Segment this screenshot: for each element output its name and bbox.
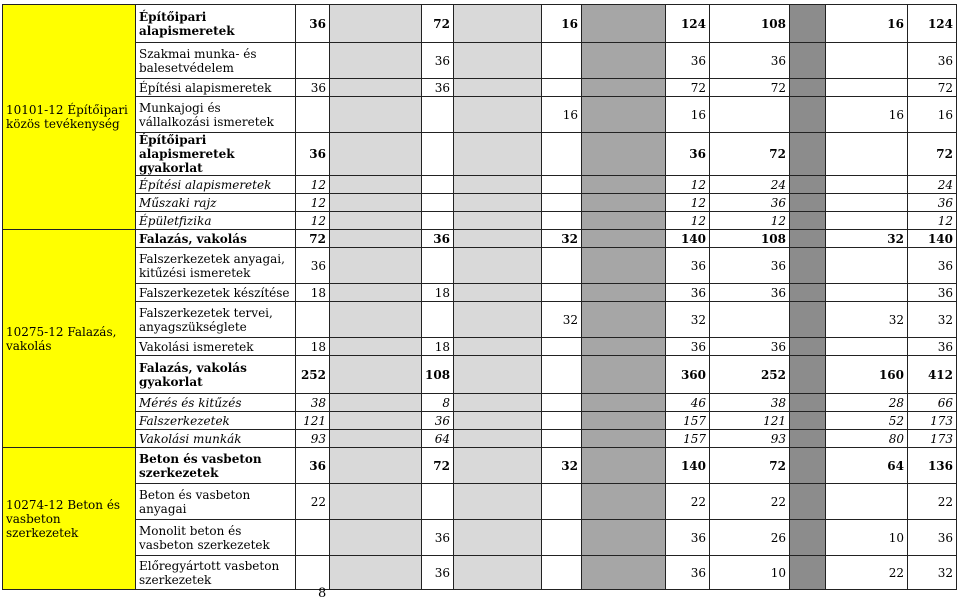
hours-cell: 46 — [666, 394, 710, 412]
hours-cell: 36 — [422, 520, 454, 556]
subject-name: Épületfizika — [136, 212, 296, 230]
hours-cell — [582, 302, 666, 338]
hours-cell — [542, 556, 582, 590]
hours-cell — [790, 356, 826, 394]
hours-cell — [454, 302, 542, 338]
hours-cell: 18 — [422, 338, 454, 356]
hours-cell: 38 — [710, 394, 790, 412]
hours-cell — [582, 97, 666, 133]
hours-cell — [790, 79, 826, 97]
hours-cell: 36 — [296, 79, 330, 97]
hours-cell — [710, 302, 790, 338]
hours-cell: 140 — [908, 230, 957, 248]
hours-cell — [790, 412, 826, 430]
hours-cell: 80 — [826, 430, 908, 448]
hours-cell: 38 — [296, 394, 330, 412]
hours-cell — [582, 79, 666, 97]
hours-cell: 12 — [296, 194, 330, 212]
hours-cell — [454, 356, 542, 394]
hours-cell — [422, 302, 454, 338]
table-row — [3, 284, 957, 302]
hours-cell — [296, 43, 330, 79]
hours-cell: 108 — [710, 230, 790, 248]
hours-cell: 36 — [710, 194, 790, 212]
subject-name: Falszerkezetek készítése — [136, 284, 296, 302]
hours-cell — [790, 230, 826, 248]
subject-name: Monolit beton és vasbeton szerkezetek — [136, 520, 296, 556]
subject-name: Falszerkezetek anyagai, kitűzési ismeretek — [136, 248, 296, 284]
hours-cell — [790, 133, 826, 176]
hours-cell: 8 — [422, 394, 454, 412]
table-row — [3, 212, 957, 230]
hours-cell: 173 — [908, 412, 957, 430]
hours-cell — [330, 284, 422, 302]
hours-cell — [454, 520, 542, 556]
hours-cell — [454, 133, 542, 176]
hours-cell — [542, 338, 582, 356]
hours-cell — [422, 248, 454, 284]
hours-cell — [454, 212, 542, 230]
table-row — [3, 520, 957, 556]
hours-cell — [826, 338, 908, 356]
hours-cell: 36 — [296, 248, 330, 284]
hours-cell — [330, 5, 422, 43]
hours-cell — [422, 212, 454, 230]
subject-name: Építési alapismeretek — [136, 176, 296, 194]
hours-cell: 16 — [908, 97, 957, 133]
hours-cell — [790, 556, 826, 590]
table-row — [3, 302, 957, 338]
hours-cell — [826, 133, 908, 176]
hours-cell — [790, 520, 826, 556]
hours-cell: 32 — [908, 556, 957, 590]
hours-cell — [330, 394, 422, 412]
hours-cell — [542, 43, 582, 79]
hours-cell — [330, 484, 422, 520]
hours-cell: 12 — [666, 212, 710, 230]
hours-cell: 72 — [710, 79, 790, 97]
subject-name: Szakmai munka- és balesetvédelem — [136, 43, 296, 79]
page-number: 8 — [318, 586, 327, 601]
hours-cell — [582, 5, 666, 43]
hours-cell — [454, 79, 542, 97]
hours-cell — [454, 338, 542, 356]
module-cell: 10275-12 Falazás, vakolás — [3, 230, 136, 448]
subject-name: Falszerkezetek tervei, anyagszükséglete — [136, 302, 296, 338]
hours-cell: 36 — [296, 5, 330, 43]
subject-name: Mérés és kitűzés — [136, 394, 296, 412]
hours-cell — [330, 556, 422, 590]
hours-cell — [582, 520, 666, 556]
hours-cell — [582, 484, 666, 520]
table-row — [3, 194, 957, 212]
subject-name: Építési alapismeretek — [136, 79, 296, 97]
hours-cell — [582, 194, 666, 212]
hours-cell: 12 — [666, 176, 710, 194]
hours-cell: 108 — [422, 356, 454, 394]
hours-cell: 22 — [296, 484, 330, 520]
hours-cell — [330, 43, 422, 79]
hours-cell — [790, 194, 826, 212]
hours-cell — [330, 520, 422, 556]
hours-cell: 36 — [422, 412, 454, 430]
hours-cell: 36 — [908, 194, 957, 212]
hours-cell: 252 — [296, 356, 330, 394]
hours-cell: 36 — [666, 556, 710, 590]
hours-cell: 121 — [296, 412, 330, 430]
table-row — [3, 133, 957, 176]
hours-cell: 22 — [908, 484, 957, 520]
table-row — [3, 412, 957, 430]
hours-cell — [826, 212, 908, 230]
hours-cell — [296, 302, 330, 338]
subject-name: Vakolási ismeretek — [136, 338, 296, 356]
hours-cell — [542, 520, 582, 556]
hours-cell — [542, 176, 582, 194]
hours-cell — [790, 248, 826, 284]
subject-name: Vakolási munkák — [136, 430, 296, 448]
table-row — [3, 79, 957, 97]
hours-cell: 16 — [542, 97, 582, 133]
hours-cell — [454, 430, 542, 448]
table-row — [3, 5, 957, 43]
hours-cell: 252 — [710, 356, 790, 394]
hours-cell: 32 — [908, 302, 957, 338]
hours-cell: 26 — [710, 520, 790, 556]
hours-cell: 12 — [296, 212, 330, 230]
hours-cell — [454, 248, 542, 284]
hours-cell — [542, 212, 582, 230]
hours-cell — [454, 284, 542, 302]
hours-cell — [582, 430, 666, 448]
hours-cell: 36 — [908, 248, 957, 284]
hours-cell — [330, 356, 422, 394]
hours-cell — [582, 338, 666, 356]
hours-cell: 157 — [666, 430, 710, 448]
subject-name: Falazás, vakolás — [136, 230, 296, 248]
hours-cell — [454, 556, 542, 590]
hours-cell — [330, 230, 422, 248]
hours-cell: 16 — [542, 5, 582, 43]
hours-cell: 12 — [710, 212, 790, 230]
hours-cell: 12 — [666, 194, 710, 212]
hours-cell: 22 — [710, 484, 790, 520]
hours-cell — [296, 97, 330, 133]
hours-cell — [542, 133, 582, 176]
hours-cell: 140 — [666, 448, 710, 484]
hours-cell — [330, 97, 422, 133]
hours-cell: 10 — [826, 520, 908, 556]
hours-cell: 32 — [542, 302, 582, 338]
hours-cell: 10 — [710, 556, 790, 590]
hours-cell — [330, 448, 422, 484]
hours-cell: 32 — [542, 448, 582, 484]
hours-cell: 36 — [710, 338, 790, 356]
hours-cell — [542, 194, 582, 212]
hours-cell: 72 — [666, 79, 710, 97]
hours-cell — [422, 484, 454, 520]
hours-cell — [790, 430, 826, 448]
hours-cell — [296, 520, 330, 556]
hours-cell — [330, 212, 422, 230]
hours-cell: 32 — [826, 230, 908, 248]
hours-cell: 360 — [666, 356, 710, 394]
curriculum-table — [2, 4, 957, 590]
hours-cell — [330, 79, 422, 97]
hours-cell — [454, 230, 542, 248]
hours-cell — [330, 412, 422, 430]
hours-cell — [330, 338, 422, 356]
hours-cell: 66 — [908, 394, 957, 412]
hours-cell — [542, 284, 582, 302]
hours-cell — [330, 194, 422, 212]
hours-cell — [582, 356, 666, 394]
hours-cell: 36 — [296, 133, 330, 176]
hours-cell: 32 — [826, 302, 908, 338]
hours-cell: 16 — [826, 97, 908, 133]
hours-cell: 72 — [422, 448, 454, 484]
hours-cell — [330, 430, 422, 448]
subject-name: Munkajogi és vállalkozási ismeretek — [136, 97, 296, 133]
hours-cell: 93 — [710, 430, 790, 448]
hours-cell — [826, 176, 908, 194]
hours-cell — [826, 248, 908, 284]
hours-cell: 12 — [908, 212, 957, 230]
hours-cell — [330, 302, 422, 338]
hours-cell: 32 — [542, 230, 582, 248]
hours-cell — [454, 97, 542, 133]
hours-cell — [790, 97, 826, 133]
hours-cell — [790, 394, 826, 412]
hours-cell — [330, 133, 422, 176]
hours-cell: 36 — [666, 520, 710, 556]
hours-cell: 36 — [666, 248, 710, 284]
hours-cell: 36 — [666, 43, 710, 79]
module-cell: 10274-12 Beton és vasbeton szerkezetek — [3, 448, 136, 590]
hours-cell — [422, 176, 454, 194]
hours-cell: 64 — [826, 448, 908, 484]
hours-cell: 36 — [422, 230, 454, 248]
hours-cell: 36 — [422, 556, 454, 590]
hours-cell: 18 — [422, 284, 454, 302]
hours-cell: 121 — [710, 412, 790, 430]
hours-cell — [542, 394, 582, 412]
hours-cell: 36 — [908, 338, 957, 356]
table-body — [3, 5, 957, 590]
hours-cell: 72 — [908, 79, 957, 97]
hours-cell — [454, 5, 542, 43]
hours-cell — [790, 5, 826, 43]
hours-cell: 12 — [296, 176, 330, 194]
hours-cell: 412 — [908, 356, 957, 394]
table-row — [3, 448, 957, 484]
hours-cell — [582, 448, 666, 484]
hours-cell — [582, 284, 666, 302]
hours-cell — [422, 133, 454, 176]
hours-cell: 36 — [296, 448, 330, 484]
hours-cell: 22 — [666, 484, 710, 520]
hours-cell: 36 — [666, 284, 710, 302]
hours-cell: 36 — [908, 284, 957, 302]
hours-cell: 160 — [826, 356, 908, 394]
subject-name: Beton és vasbeton anyagai — [136, 484, 296, 520]
table-row — [3, 176, 957, 194]
hours-cell: 124 — [908, 5, 957, 43]
hours-cell — [826, 284, 908, 302]
hours-cell — [542, 79, 582, 97]
hours-cell — [454, 412, 542, 430]
table-row — [3, 356, 957, 394]
table-row — [3, 230, 957, 248]
hours-cell: 140 — [666, 230, 710, 248]
hours-cell — [542, 356, 582, 394]
hours-cell: 16 — [826, 5, 908, 43]
hours-cell: 157 — [666, 412, 710, 430]
hours-cell — [330, 248, 422, 284]
hours-cell — [790, 284, 826, 302]
hours-cell — [542, 484, 582, 520]
hours-cell: 36 — [666, 133, 710, 176]
hours-cell — [582, 230, 666, 248]
hours-cell — [582, 394, 666, 412]
hours-cell — [826, 79, 908, 97]
hours-cell: 72 — [710, 448, 790, 484]
hours-cell — [296, 556, 330, 590]
subject-name: Beton és vasbeton szerkezetek — [136, 448, 296, 484]
hours-cell: 136 — [908, 448, 957, 484]
hours-cell: 28 — [826, 394, 908, 412]
subject-name: Előregyártott vasbeton szerkezetek — [136, 556, 296, 590]
subject-name: Műszaki rajz — [136, 194, 296, 212]
hours-cell — [582, 43, 666, 79]
hours-cell — [582, 212, 666, 230]
hours-cell — [582, 556, 666, 590]
hours-cell: 124 — [666, 5, 710, 43]
hours-cell — [422, 194, 454, 212]
hours-cell: 36 — [710, 43, 790, 79]
subject-name: Falszerkezetek — [136, 412, 296, 430]
hours-cell: 108 — [710, 5, 790, 43]
hours-cell: 18 — [296, 284, 330, 302]
subject-name: Építőipari alapismeretek — [136, 5, 296, 43]
subject-name: Építőipari alapismeretek gyakorlat — [136, 133, 296, 176]
hours-cell — [826, 484, 908, 520]
hours-cell — [790, 338, 826, 356]
hours-cell: 36 — [908, 43, 957, 79]
table-row — [3, 43, 957, 79]
hours-cell — [826, 43, 908, 79]
hours-cell — [454, 194, 542, 212]
hours-cell: 36 — [422, 79, 454, 97]
hours-cell — [542, 430, 582, 448]
hours-cell — [710, 97, 790, 133]
hours-cell: 24 — [908, 176, 957, 194]
hours-cell — [582, 133, 666, 176]
hours-cell — [454, 43, 542, 79]
hours-cell — [542, 412, 582, 430]
hours-cell — [790, 302, 826, 338]
table-row — [3, 394, 957, 412]
hours-cell — [582, 176, 666, 194]
hours-cell: 52 — [826, 412, 908, 430]
hours-cell — [826, 194, 908, 212]
table-row — [3, 248, 957, 284]
hours-cell — [582, 412, 666, 430]
hours-cell — [542, 248, 582, 284]
hours-cell: 64 — [422, 430, 454, 448]
hours-cell: 173 — [908, 430, 957, 448]
hours-cell: 24 — [710, 176, 790, 194]
hours-cell — [422, 97, 454, 133]
hours-cell — [454, 394, 542, 412]
hours-cell — [790, 43, 826, 79]
hours-cell: 36 — [710, 284, 790, 302]
hours-cell: 36 — [666, 338, 710, 356]
hours-cell — [454, 448, 542, 484]
subject-name: Falazás, vakolás gyakorlat — [136, 356, 296, 394]
hours-cell: 72 — [296, 230, 330, 248]
table-row — [3, 97, 957, 133]
hours-cell: 36 — [422, 43, 454, 79]
hours-cell: 22 — [826, 556, 908, 590]
hours-cell — [790, 448, 826, 484]
hours-cell: 18 — [296, 338, 330, 356]
hours-cell — [790, 212, 826, 230]
hours-cell — [330, 176, 422, 194]
table-row — [3, 484, 957, 520]
module-cell: 10101-12 Építőipari közös tevékenység — [3, 5, 136, 230]
hours-cell: 36 — [908, 520, 957, 556]
hours-cell — [454, 176, 542, 194]
table-row — [3, 338, 957, 356]
hours-cell — [790, 484, 826, 520]
table-row — [3, 556, 957, 590]
hours-cell: 72 — [908, 133, 957, 176]
hours-cell: 32 — [666, 302, 710, 338]
hours-cell: 72 — [710, 133, 790, 176]
hours-cell: 16 — [666, 97, 710, 133]
hours-cell: 72 — [422, 5, 454, 43]
hours-cell — [790, 176, 826, 194]
hours-cell: 93 — [296, 430, 330, 448]
hours-cell: 36 — [710, 248, 790, 284]
table-row — [3, 430, 957, 448]
hours-cell — [582, 248, 666, 284]
hours-cell — [454, 484, 542, 520]
